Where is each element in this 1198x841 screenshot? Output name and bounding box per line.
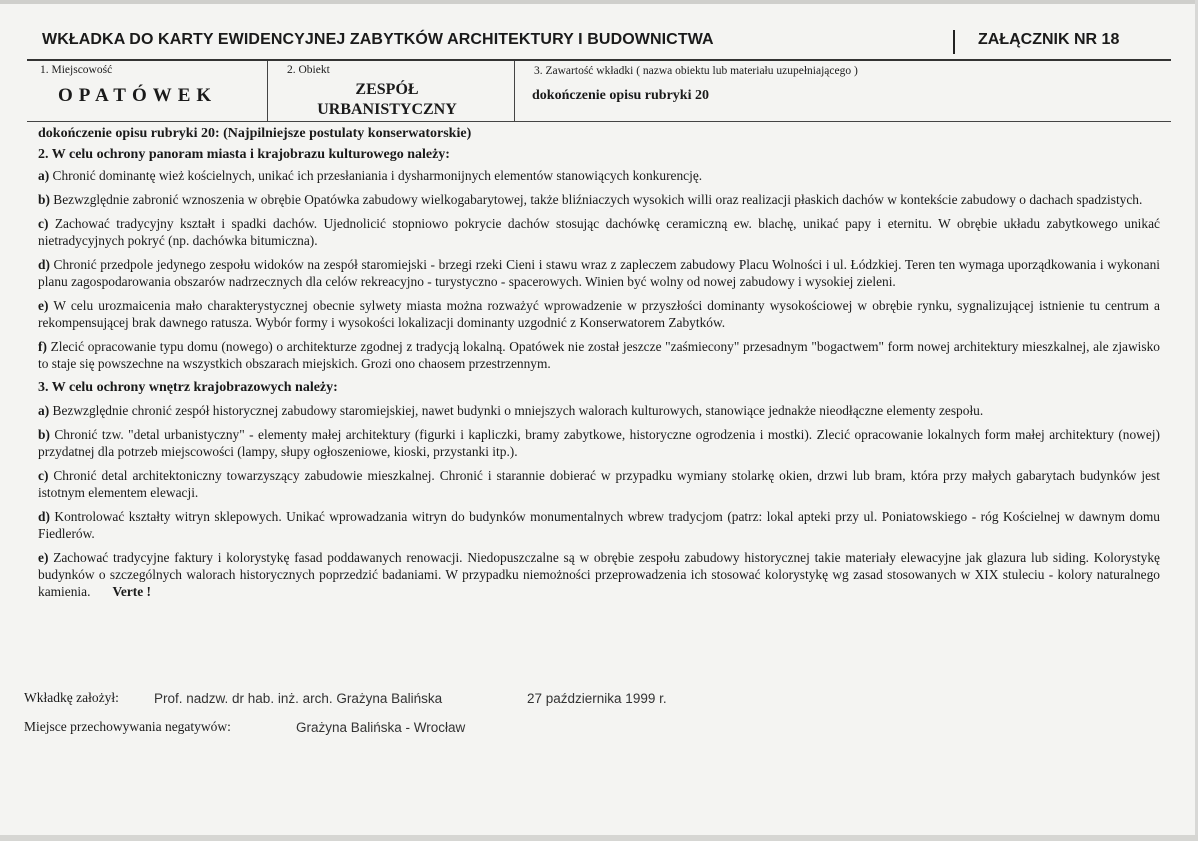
item-letter: c): [38, 468, 49, 483]
item-text: Chronić przedpole jedynego zespołu widoków na zespół staromiejski - brzegi rzeki Cieni i stawu wraz z zapleczem zabudowy Placu Wolności i ul. Łódzkiej. Teren ten wymaga uporządkowania i wykonani planu zagospodarowania obszarów nadrzecznych dla celów rekreacyjno - turystyczno - spacerowych. Winien być wolny od nowej zabudowy i wysokiej zieleni.: [38, 257, 1160, 290]
header-rule: [27, 59, 1171, 61]
card-date: 27 października 1999 r.: [527, 691, 667, 706]
item-text: W celu urozmaicenia mało charakterystycznej obecnie sylwety miasta można rozważyć wprowadzenie w przyszłości dominanty wysokościowej w obrębie rynku, sygnalizującej istnienie tu centrum a rekompensującej brak dawnego ratusza. Wybór formy i wysokości lokalizacji dominanty uzgodnić z Konserwatorem Zabytków.: [38, 298, 1160, 331]
item-letter: b): [38, 192, 50, 208]
item-letter: d): [38, 257, 50, 272]
item-letter: b): [38, 427, 50, 442]
negatives-label: Miejsce przechowywania negatywów:: [24, 719, 231, 734]
item-text: Chronić tzw. "detal urbanistyczny" - elementy małej architektury (figurki i kapliczki, bramy zabytkowe, historyczne ogrodzenia i mostki). Zlecić opracowanie lokalnych form małej architektury (nowej) przydatnej dla potrzeb miejscowości (lampy, słupy ogłoszeniowe, kioski, przystanki itp.).: [38, 427, 1160, 460]
item-letter: f): [38, 339, 47, 354]
verte-note: Verte !: [112, 584, 151, 600]
negatives-value: Grażyna Balińska - Wrocław: [296, 720, 466, 735]
item-letter: a): [38, 168, 50, 184]
obiekt-label: 2. Obiekt: [287, 64, 330, 76]
zawartosc-value: dokończenie opisu rubryki 20: [532, 88, 709, 103]
section-2-item-b: [38, 191, 1160, 208]
section-2-item-d: [38, 256, 1160, 290]
item-letter: e): [38, 550, 49, 565]
item-letter: e): [38, 298, 49, 313]
obiekt-line-2: URBANISTYCZNY: [317, 101, 457, 118]
obiekt-value: [272, 80, 502, 120]
item-text: Zachować tradycyjne faktury i kolorystykę fasad poddawanych renowacji. Niedopuszczalne są w obrębie zespołu zabudowy historycznej takie materiały elewacyjne jak glazura lub siding. Kolorystykę budynków o szczególnych walorach historycznych poprzedzić badaniami. W przypadku niemożności przeprowadzenia ich stosować kolorystykę wg zasad stosowanych w XIX stuleciu - kolory naturalnego kamienia.: [38, 550, 1160, 600]
section-2-item-a: [38, 167, 1160, 184]
annex-number: ZAŁĄCZNIK NR 18: [978, 31, 1120, 48]
item-text: Chronić detal architektoniczny towarzyszący zabudowie mieszkalnej. Chronić i starannie dobierać w przypadku wymiany stolarkę okien, drzwi lub bram, która przy małych gabarytach budynków jest istotnym elementem elewacji.: [38, 468, 1160, 501]
header-divider: [953, 30, 955, 54]
cell-divider-1: [267, 61, 268, 121]
section-3-heading: 3. W celu ochrony wnętrz krajobrazowych należy:: [38, 380, 338, 395]
miejscowosc-value: OPATÓWEK: [58, 85, 218, 106]
section-2-item-c: [38, 215, 1160, 249]
intro-line: dokończenie opisu rubryki 20: (Najpilniejsze postulaty konserwatorskie): [38, 126, 472, 141]
item-letter: a): [38, 403, 50, 419]
item-text: Kontrolować kształty witryn sklepowych. Unikać wprowadzania witryn do budynków monumentalnych wbrew tradycjom (patrz: lokal apteki przy ul. Poniatowskiego - róg Kościelnej w dawnym domu Fiedlerów.: [38, 509, 1160, 542]
section-2-item-f: [38, 338, 1160, 372]
item-letter: d): [38, 509, 50, 524]
item-text: Bezwzględnie zabronić wznoszenia w obrębie Opatówka zabudowy wielkogabarytowej, także bliźniaczych wysokich willi oraz realizacji płaskich dachów w kontekście zabudowy o dachach spadzistych.: [53, 192, 1143, 208]
zawartosc-label: 3. Zawartość wkładki ( nazwa obiektu lub materiału uzupełniającego ): [534, 65, 858, 77]
scan-edge-top: [0, 0, 1198, 4]
form-title: WKŁADKA DO KARTY EWIDENCYJNEJ ZABYTKÓW ARCHITEKTURY I BUDOWNICTWA: [42, 31, 714, 48]
item-text: Zlecić opracowanie typu domu (nowego) o architekturze zgodnej z tradycją lokalną. Opatówek nie został jeszcze "zaśmiecony" przesadnym "bogactwem" form nowej architektury mieszkalnej, ale zjawisko to staje się powszechne na wszystkich obszarach miejskich. Grozi ono chaosem przestrzennym.: [38, 339, 1160, 372]
obiekt-line-1: ZESPÓŁ: [355, 81, 419, 98]
section-3-item-b: [38, 426, 1160, 460]
scan-edge-bottom: [0, 835, 1198, 841]
item-text: Bezwzględnie chronić zespół historycznej zabudowy staromiejskiej, nawet budynki o mniejszych walorach kulturowych, stanowiące jednakże nieodłączne elementy zespołu.: [52, 403, 984, 419]
item-text: Zachować tradycyjny kształt i spadki dachów. Ujednolicić stopniowo pokrycie dachów stosując dachówkę ceramiczną ew. blachę, unikać papy i eternitu. W obrębie układu zabytkowego unikać nietradycyjnych pokryć (np. dachówka bitumiczna).: [38, 216, 1160, 249]
document-body: [38, 125, 1160, 607]
section-2-heading: 2. W celu ochrony panoram miasta i krajobrazu kulturowego należy:: [38, 147, 450, 163]
miejscowosc-label: 1. Miejscowość: [40, 64, 113, 76]
section-3-item-d: [38, 508, 1160, 542]
section-3-item-e: [38, 549, 1160, 601]
section-2-item-e: [38, 297, 1160, 331]
item-letter: c): [38, 216, 49, 231]
section-3-item-a: [38, 402, 1160, 419]
section-3-item-c: [38, 467, 1160, 501]
author-label: Wkładkę założył:: [24, 690, 119, 705]
fields-rule: [27, 121, 1171, 122]
cell-divider-2: [514, 61, 515, 121]
author-value: Prof. nadzw. dr hab. inż. arch. Grażyna Balińska: [154, 691, 443, 706]
item-text: Chronić dominantę wież kościelnych, unikać ich przesłaniania i dysharmonijnych elementów stanowiących konkurencję.: [52, 168, 703, 184]
